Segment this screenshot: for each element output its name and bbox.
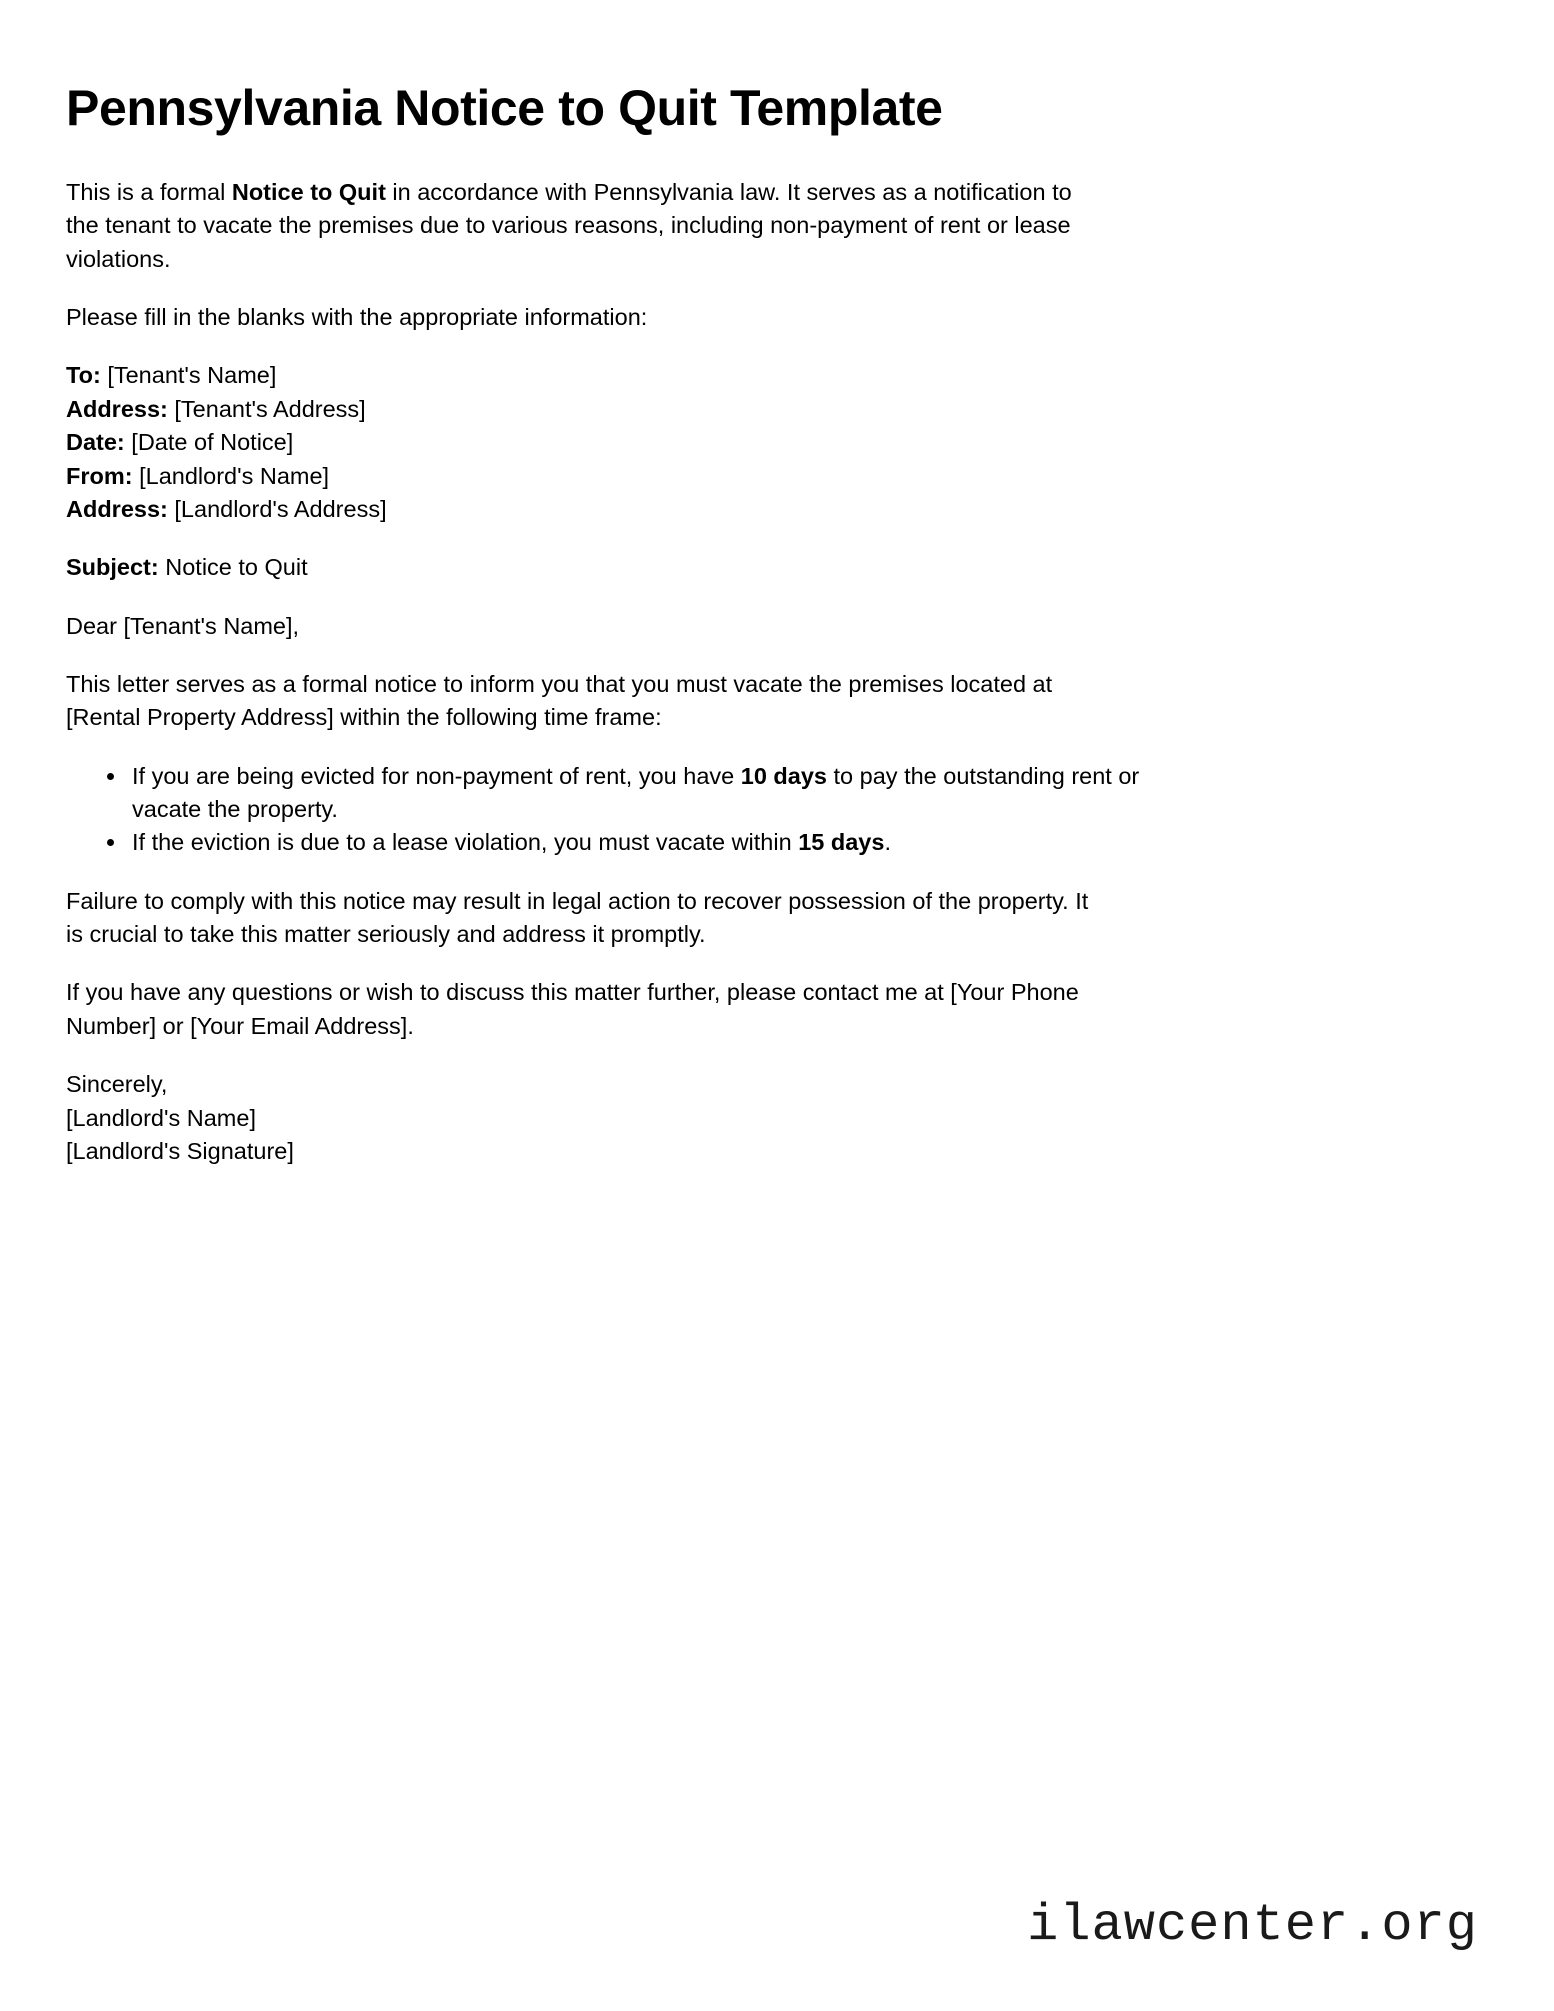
intro-text-part1: This is a formal — [66, 179, 232, 205]
warning-paragraph: Failure to comply with this notice may result in legal action to recover possession of the property. It is crucial to take this matter seriously and address it promptly. — [66, 887, 1089, 948]
bullet-1-bold: 10 days — [740, 762, 827, 789]
intro-text-part2: in accordance with Pennsylvania law. It serves as a notification to the tenant to vacate the premises due to various reasons, including non-payment of rent or lease violations. — [66, 179, 1072, 272]
field-label-from: From: — [66, 462, 133, 489]
subject-label: Subject: — [66, 554, 159, 581]
instruction-paragraph: Please fill in the blanks with the appropriate information: — [66, 304, 648, 331]
subject-value: Notice to Quit — [165, 554, 308, 581]
field-row-date — [66, 426, 1474, 459]
field-label-to: To: — [66, 362, 101, 389]
field-row-landlord-address — [66, 493, 1474, 526]
timeframe-list — [66, 760, 1168, 860]
salutation: Dear [Tenant's Name], — [66, 612, 300, 639]
bullet-1-part2: to pay the outstanding rent or vacate the property. — [132, 762, 1140, 823]
intro-bold-phrase: Notice to Quit — [231, 179, 386, 205]
bullet-2-bold: 15 days — [798, 829, 885, 856]
intro-paragraph — [66, 176, 1106, 276]
closing-line: Sincerely, — [66, 1071, 168, 1098]
field-label-date: Date: — [66, 429, 125, 456]
site-watermark: ilawcenter.org — [1027, 1896, 1478, 1955]
field-value-from: [Landlord's Name] — [139, 462, 330, 489]
page-title: Pennsylvania Notice to Quit Template — [66, 80, 943, 136]
field-row-to — [66, 359, 1474, 392]
field-value-landlord-address: [Landlord's Address] — [174, 495, 387, 522]
field-label-tenant-address: Address: — [66, 395, 168, 422]
landlord-signature-line: [Landlord's Signature] — [66, 1137, 294, 1164]
signature-block — [66, 1068, 1474, 1168]
field-row-tenant-address — [66, 393, 1474, 426]
field-label-landlord-address: Address: — [66, 495, 168, 522]
field-list — [66, 359, 1474, 526]
subject-line — [66, 551, 1474, 584]
field-row-from — [66, 460, 1474, 493]
field-value-tenant-address: [Tenant's Address] — [174, 395, 366, 422]
contact-paragraph: If you have any questions or wish to discuss this matter further, please contact me at [Your Phone Number] or [Your Email Address]. — [66, 979, 1079, 1039]
list-item — [128, 760, 1168, 827]
field-value-to: [Tenant's Name] — [107, 362, 277, 389]
landlord-name-line: [Landlord's Name] — [66, 1104, 256, 1131]
bullet-2-part1: If the eviction is due to a lease violation, you must vacate within — [132, 829, 799, 856]
field-value-date: [Date of Notice] — [131, 429, 294, 456]
bullet-2-part2: . — [884, 829, 891, 856]
bullet-1-part1: If you are being evicted for non-payment of rent, you have — [132, 762, 741, 789]
list-item — [128, 826, 1168, 859]
body-paragraph: This letter serves as a formal notice to inform you that you must vacate the premises located at [Rental Property Address] within the following time frame: — [66, 670, 1053, 731]
